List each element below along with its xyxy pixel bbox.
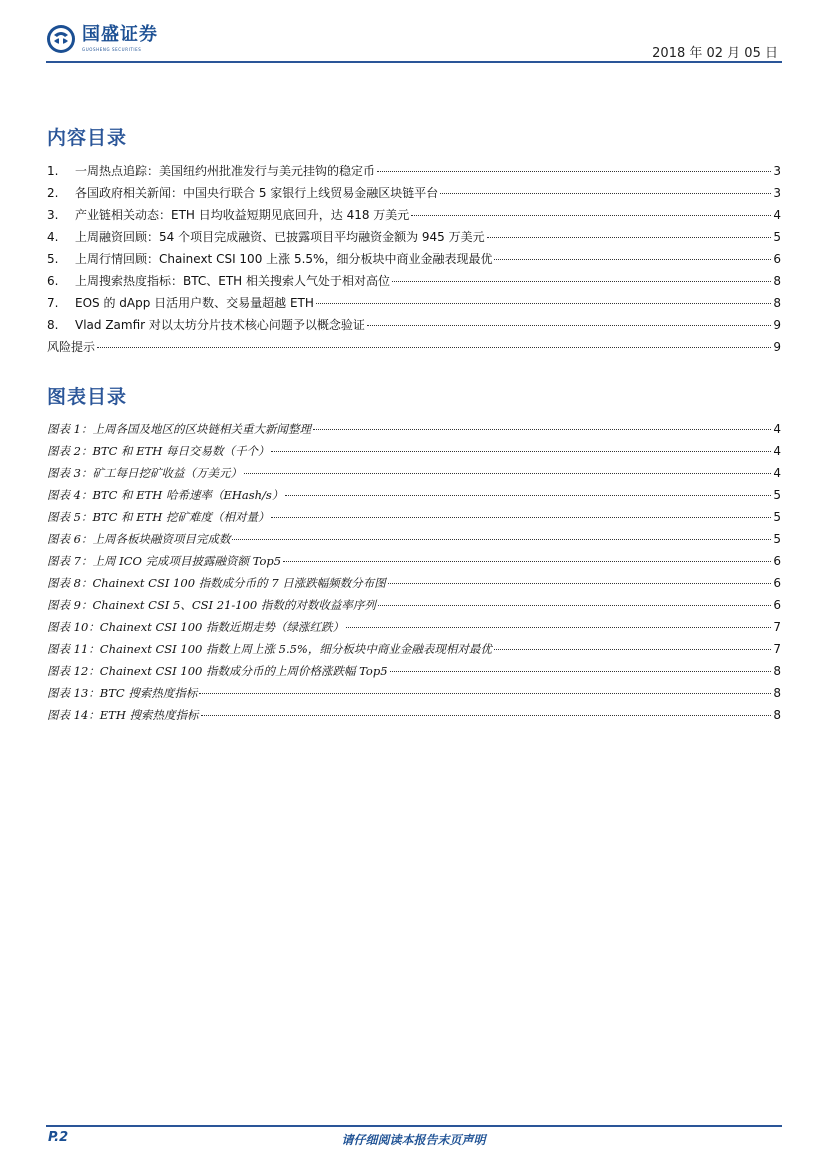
toc-entry[interactable] — [47, 182, 781, 204]
logo-name: 国盛证券 — [82, 24, 158, 45]
toc-entry[interactable] — [47, 160, 781, 182]
toc-entry[interactable] — [47, 292, 781, 314]
figure-entry-page: 5 — [773, 488, 781, 502]
figure-entry-label: 图表 4：BTC 和 ETH 哈希速率（EHash/s） — [47, 488, 284, 502]
toc-entry-label: 风险提示 — [47, 340, 96, 354]
dot-leader — [283, 560, 771, 562]
dot-leader — [285, 494, 771, 496]
toc-entry-number: 1. — [47, 164, 59, 178]
dot-leader — [390, 670, 772, 672]
figure-entry-page: 8 — [773, 708, 781, 722]
toc-entry-number: 4. — [47, 230, 59, 244]
dot-leader — [199, 692, 771, 694]
header-divider — [46, 61, 782, 63]
figure-entry-page: 4 — [773, 444, 781, 458]
dot-leader — [494, 648, 772, 650]
figure-entry-label: 图表 2：BTC 和 ETH 每日交易数（千个） — [47, 444, 270, 458]
dot-leader — [440, 192, 771, 194]
figure-entry[interactable] — [47, 616, 781, 638]
toc-entry-page: 9 — [773, 318, 781, 332]
figure-entry[interactable] — [47, 506, 781, 528]
dot-leader — [494, 258, 771, 260]
toc-entry-label: 上周搜索热度指标：BTC、ETH 相关搜索人气处于相对高位 — [75, 274, 390, 288]
dot-leader — [392, 280, 771, 282]
figure-entry-label: 图表 5：BTC 和 ETH 挖矿难度（相对量） — [47, 510, 270, 524]
figure-entry[interactable] — [47, 682, 781, 704]
toc-title: 内容目录 — [47, 127, 128, 149]
dot-leader — [97, 346, 771, 348]
toc-entry-number: 5. — [47, 252, 59, 266]
footer-divider — [46, 1125, 782, 1127]
disclaimer-notice: 请仔细阅读本报告末页声明 — [341, 1133, 486, 1147]
toc-entry-page: 4 — [773, 208, 781, 222]
toc-entry-label: Vlad Zamfir 对以太坊分片技术核心问题予以概念验证 — [75, 318, 365, 332]
toc-entry[interactable] — [47, 226, 781, 248]
toc-entry-page: 6 — [773, 252, 781, 266]
toc-entry-label: 各国政府相关新闻：中国央行联合 5 家银行上线贸易金融区块链平台 — [75, 186, 439, 200]
figure-entry-page: 5 — [773, 510, 781, 524]
figure-entry-label: 图表 9：Chainext CSI 5、CSI 21-100 指数的对数收益率序列 — [47, 598, 376, 612]
toc-entry-label: EOS 的 dApp 日活用户数、交易量超越 ETH — [75, 296, 314, 310]
dot-leader — [377, 170, 771, 172]
page-header — [46, 24, 782, 62]
figure-entry-label: 图表 3：矿工每日挖矿收益（万美元） — [47, 466, 242, 480]
toc-entry-label: 产业链相关动态：ETH 日均收益短期见底回升，达 418 万美元 — [75, 208, 410, 222]
dot-leader — [201, 714, 772, 716]
toc-entry[interactable] — [47, 314, 781, 336]
figure-entry-label: 图表 7：上周 ICO 完成项目披露融资额 Top5 — [47, 554, 282, 568]
page-number: P.2 — [48, 1130, 69, 1145]
figure-entry[interactable] — [47, 704, 781, 726]
toc-list — [47, 160, 781, 358]
dot-leader — [367, 324, 771, 326]
figure-entry[interactable] — [47, 462, 781, 484]
dot-leader — [271, 516, 771, 518]
figure-entry-label: 图表 10：Chainext CSI 100 指数近期走势（绿涨红跌） — [47, 620, 344, 634]
dot-leader — [271, 450, 771, 452]
toc-entry-label: 一周热点追踪：美国纽约州批准发行与美元挂钩的稳定币 — [75, 164, 376, 178]
dot-leader — [411, 214, 771, 216]
toc-entry-page: 3 — [773, 164, 781, 178]
toc-entry-number: 7. — [47, 296, 59, 310]
figure-list-title: 图表目录 — [47, 386, 128, 408]
figure-entry[interactable] — [47, 660, 781, 682]
figure-entry-label: 图表 12：Chainext CSI 100 指数成分币的上周价格涨跌幅 Top5 — [47, 664, 388, 678]
toc-entry-page: 8 — [773, 274, 781, 288]
toc-entry-page: 9 — [773, 340, 781, 354]
figure-entry-page: 6 — [773, 598, 781, 612]
dot-leader — [388, 582, 772, 584]
toc-entry-label: 上周行情回顾：Chainext CSI 100 上涨 5.5%，细分板块中商业金融表现最优 — [75, 252, 493, 266]
figure-entry-label: 图表 13：BTC 搜索热度指标 — [47, 686, 198, 700]
figure-entry[interactable] — [47, 594, 781, 616]
figure-entry-label: 图表 1：上周各国及地区的区块链相关重大新闻整理 — [47, 422, 311, 436]
figure-entry-page: 6 — [773, 554, 781, 568]
toc-entry-number: 8. — [47, 318, 59, 332]
dot-leader — [346, 626, 771, 628]
figure-entry[interactable] — [47, 440, 781, 462]
figure-entry[interactable] — [47, 572, 781, 594]
toc-entry-page: 5 — [773, 230, 781, 244]
dot-leader — [244, 472, 771, 474]
dot-leader — [316, 302, 771, 304]
figure-entry[interactable] — [47, 528, 781, 550]
toc-entry[interactable] — [47, 248, 781, 270]
figure-list — [47, 418, 781, 726]
toc-entry-label: 上周融资回顾：54 个项目完成融资、已披露项目平均融资金额为 945 万美元 — [75, 230, 485, 244]
figure-entry-page: 4 — [773, 422, 781, 436]
figure-entry[interactable] — [47, 418, 781, 440]
figure-entry-page: 6 — [773, 576, 781, 590]
toc-entry-number: 3. — [47, 208, 59, 222]
dot-leader — [232, 538, 771, 540]
figure-entry-page: 7 — [773, 642, 781, 656]
toc-entry-page: 3 — [773, 186, 781, 200]
logo-subtitle: GUOSHENG SECURITIES — [82, 47, 142, 52]
figure-entry-page: 4 — [773, 466, 781, 480]
figure-entry-label: 图表 8：Chainext CSI 100 指数成分币的 7 日涨跌幅频数分布图 — [47, 576, 386, 590]
toc-entry-number: 6. — [47, 274, 59, 288]
dot-leader — [378, 604, 771, 606]
company-logo — [46, 24, 158, 58]
dot-leader — [313, 428, 771, 430]
toc-entry-number: 2. — [47, 186, 59, 200]
toc-entry[interactable] — [47, 336, 781, 358]
toc-entry-page: 8 — [773, 296, 781, 310]
toc-entry[interactable] — [47, 270, 781, 292]
figure-entry-page: 7 — [773, 620, 781, 634]
figure-entry[interactable] — [47, 638, 781, 660]
figure-entry-page: 5 — [773, 532, 781, 546]
figure-entry-label: 图表 14：ETH 搜索热度指标 — [47, 708, 199, 722]
figure-entry-page: 8 — [773, 686, 781, 700]
figure-entry-page: 8 — [773, 664, 781, 678]
figure-entry[interactable] — [47, 550, 781, 572]
figure-entry-label: 图表 6：上周各板块融资项目完成数 — [47, 532, 231, 546]
guosheng-logo-icon — [46, 24, 76, 54]
report-date: 2018 年 02 月 05 日 — [652, 46, 778, 61]
toc-entry[interactable] — [47, 204, 781, 226]
figure-entry-label: 图表 11：Chainext CSI 100 指数上周上涨 5.5%，细分板块中商业金融表现相对最优 — [47, 642, 492, 656]
dot-leader — [487, 236, 772, 238]
figure-entry[interactable] — [47, 484, 781, 506]
